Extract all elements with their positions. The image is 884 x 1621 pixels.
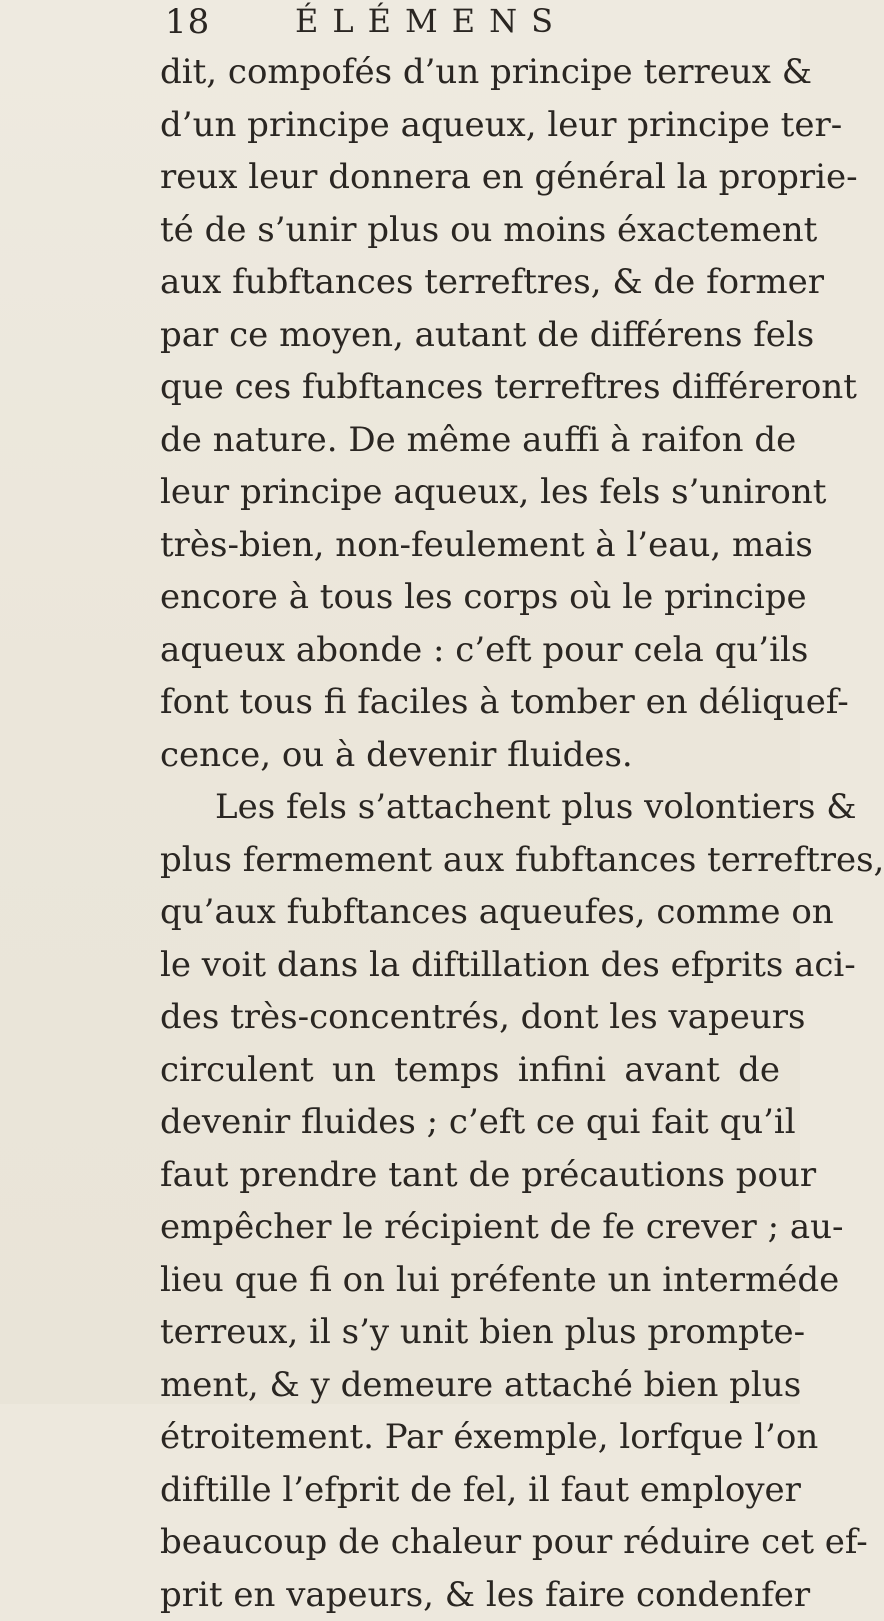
- text-line: très-bien, non-feulement à l’eau, mais: [160, 519, 780, 572]
- text-line: des très-concentrés, dont les vapeurs: [160, 991, 780, 1044]
- text-line: leur principe aqueux, les fels s’uniront: [160, 466, 780, 519]
- text-line: ment, & y demeure attaché bien plus: [160, 1359, 780, 1412]
- text-line: faut prendre tant de précautions pour: [160, 1149, 780, 1202]
- page-number: 18: [165, 2, 210, 42]
- text-line: par ce moyen, autant de différens fels: [160, 309, 780, 362]
- text-line: terreux, il s’y unit bien plus prompte-: [160, 1306, 780, 1359]
- text-line: plus fermement aux fubftances terreftres,: [160, 834, 780, 887]
- running-title: ÉLÉMENS: [295, 2, 567, 40]
- page-header: [165, 2, 765, 46]
- text-line: font tous fi faciles à tomber en déliquef-: [160, 676, 780, 729]
- text-line: aux fubftances terreftres, & de former: [160, 256, 780, 309]
- text-line: beaucoup de chaleur pour réduire cet ef-: [160, 1516, 780, 1569]
- text-line: diftille l’efprit de fel, il faut employer: [160, 1464, 780, 1517]
- text-line: lieu que fi on lui préfente un interméde: [160, 1254, 780, 1307]
- text-line: té de s’unir plus ou moins éxactement: [160, 204, 780, 257]
- paragraph-start-line: Les fels s’attachent plus volontiers &: [160, 781, 780, 834]
- text-line: le voit dans la diftillation des efprits aci-: [160, 939, 780, 992]
- text-line: empêcher le récipient de fe crever ; au-: [160, 1201, 780, 1254]
- text-line: aqueux abonde : c’eft pour cela qu’ils: [160, 624, 780, 677]
- text-line: reux leur donnera en général la proprie-: [160, 151, 780, 204]
- text-line: d’un principe aqueux, leur principe ter-: [160, 99, 780, 152]
- text-line: de nature. De même auffi à raifon de: [160, 414, 780, 467]
- text-line: encore à tous les corps où le principe: [160, 571, 780, 624]
- text-line: circulent un temps infini avant de: [160, 1044, 780, 1097]
- text-line: que ces fubftances terreftres différeront: [160, 361, 780, 414]
- body-text: [160, 46, 780, 1621]
- text-line: devenir fluides ; c’eft ce qui fait qu’il: [160, 1096, 780, 1149]
- text-line: qu’aux fubftances aqueufes, comme on: [160, 886, 780, 939]
- text-line: dit, compofés d’un principe terreux &: [160, 46, 780, 99]
- text-line: prit en vapeurs, & les faire condenfer: [160, 1569, 780, 1621]
- paragraph-end-line: cence, ou à devenir fluides.: [160, 729, 780, 782]
- text-line: étroitement. Par éxemple, lorfque l’on: [160, 1411, 780, 1464]
